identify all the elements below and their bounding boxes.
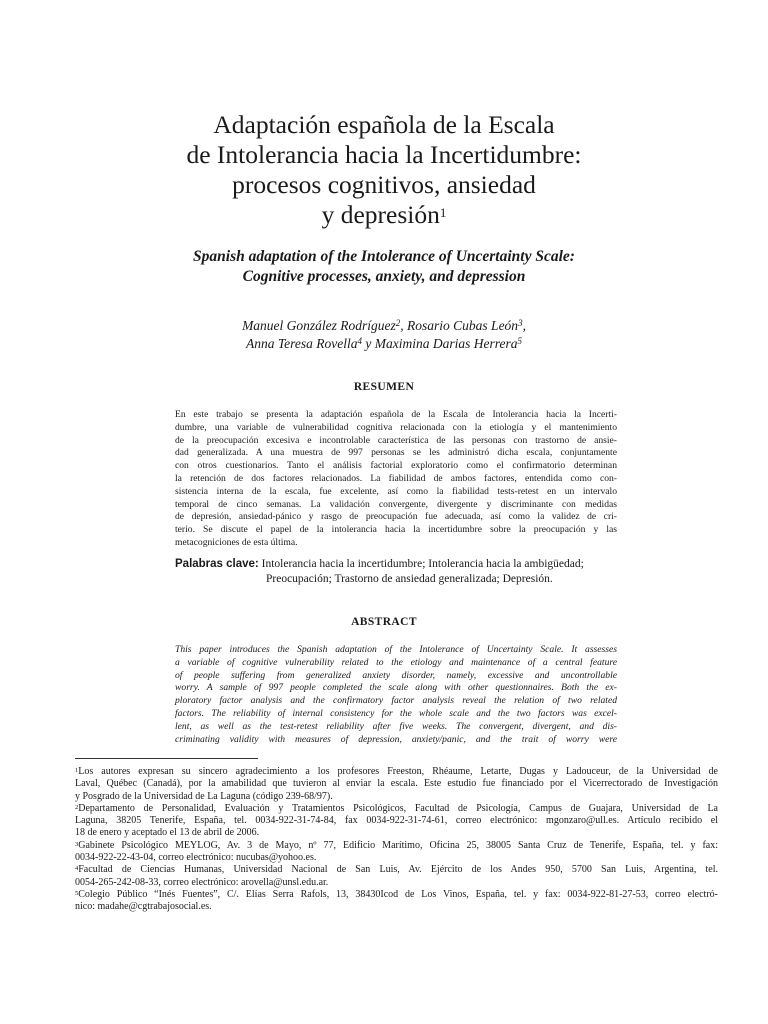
title-line: procesos cognitivos, ansiedad <box>232 170 536 199</box>
footnote-line: 18 de enero y aceptado el 13 de abril de 2006. <box>75 827 260 839</box>
footnote <box>75 889 718 914</box>
abstract-body <box>175 644 617 746</box>
footnote-text: Facultad de Ciencias Humanas, Universidad Nacional de San Luis, Av. Ejército de los Andes 950, 5700 San Luis, Argentina, tel. <box>78 864 718 876</box>
author-list <box>120 317 648 353</box>
footnote-line: 0034-922-22-43-04, correo electrónico: nucubas@yohoo.es. <box>75 852 317 864</box>
abstract-line: worry. A sample of 997 people completed the scale along with other questionnaires. Both the ex- <box>175 682 617 694</box>
footnote-mark: 5 <box>75 889 79 897</box>
resumen-line: metacogniciones de esta última. <box>175 536 298 548</box>
keywords <box>175 557 620 587</box>
author-line <box>120 335 648 353</box>
author-name: y Maximina Darias Herrera <box>362 336 518 351</box>
title-line: de Intolerancia hacia la Incertidumbre: <box>186 140 582 169</box>
resumen-line: de depresión, ansiedad-pánico y rasgo de preocupación fue adecuada, así como la validez de cri- <box>175 511 617 523</box>
footnote-text: Los autores expresan su sincero agradecimiento a los profesores Freeston, Rhéaume, Letarte, Dugas y Ladouceur, de la Universidad de <box>78 766 718 777</box>
resumen-line: En este trabajo se presenta la adaptación española de la Escala de Intolerancia hacia la Incerti- <box>175 409 617 420</box>
abstract-line: This paper introduces the Spanish adaptation of the Intolerance of Uncertainty Scale. It assesses <box>175 644 617 655</box>
english-title-line: Spanish adaptation of the Intolerance of Uncertainty Scale: <box>193 248 575 265</box>
footnote-mark: 1 <box>75 767 79 774</box>
resumen-line: terio. Se discute el papel de la intolerancia hacia la incertidumbre sobre la preocupación y las <box>175 524 617 536</box>
footnote-line: y Posgrado de la Universidad de La Laguna (código 239-68/97). <box>75 790 333 802</box>
abstract-heading: ABSTRACT <box>351 616 417 628</box>
resumen-line: temporal de cinco semanas. La validación convergente, divergente y discriminante con medidas <box>175 498 617 510</box>
author-name: Manuel González Rodríguez <box>242 318 396 333</box>
author-footnote-mark: 2 <box>395 318 401 328</box>
resumen-line: dumbre, una variable de vulnerabilidad cognitiva relacionada con la etiología y el mantenimiento <box>175 421 617 433</box>
abstract-line: criminating validity with measures of depression, anxiety/panic, and the trait of worry were <box>175 733 617 745</box>
abstract-line: lent, as well as the test-retest reliability after five weeks. The convergent, divergent, and dis- <box>175 720 617 732</box>
resumen-body <box>175 409 617 550</box>
footnote <box>75 803 718 840</box>
resumen-line: dad generalizada. A una muestra de 997 personas se les administró dicha escala, conjuntamente <box>175 447 617 459</box>
footnote <box>75 864 718 889</box>
title-line-text: y depresión <box>321 200 440 229</box>
keywords-label: Palabras clave: <box>175 558 259 570</box>
english-title-line: Cognitive processes, anxiety, and depression <box>242 268 526 285</box>
title-footnote-mark: 1 <box>439 205 447 220</box>
abstract-line: factors. The reliability of internal consistency for the whole scale and the two factors was excel- <box>175 707 617 719</box>
footnote-line: Laguna, 38205 Tenerife, España, tel. 0034-922-31-74-84, fax 0034-922-31-74-61, correo electrónico: mgonzaro@ull.es. Artículo recibido el <box>75 815 718 827</box>
footnote <box>75 840 718 865</box>
author-separator: , <box>522 318 526 333</box>
author-footnote-mark: 3 <box>518 318 523 328</box>
english-title <box>90 247 678 287</box>
footnote-line <box>75 864 718 876</box>
keywords-text: Preocupación; Trastorno de ansiedad generalizada; Depresión. <box>266 573 553 585</box>
resumen-heading: RESUMEN <box>353 381 415 393</box>
footnote-line <box>75 766 718 778</box>
footnote-mark: 2 <box>75 803 79 811</box>
footnote-text: Colegio Público “Inés Fuentes”, C/. Elías Serra Rafols, 13, 38430Icod de Los Vinos, España, tel. y fax: 0034-922-81-27-53, correo electró- <box>78 888 718 900</box>
author-name: , Rosario Cubas León <box>400 318 519 333</box>
footnote-text: Gabinete Psicológico MEYLOG, Av. 3 de Mayo, nº 77, Edificio Marítimo, Oficina 25, 38005 Santa Cruz de Tenerife, España, tel. y fax: <box>78 839 718 851</box>
footnote <box>75 766 718 803</box>
footnote-line: 0054-265-242-08-33, correo electrónico: arovella@unsl.edu.ar. <box>75 876 329 888</box>
footnote-text: Departamento de Personalidad, Evaluación y Tratamientos Psicológicos, Facultad de Psicología, Campus de Guajara, Universidad de La <box>78 802 718 814</box>
keywords-text: Intolerancia hacia la incertidumbre; Intolerancia hacia la ambigüedad; <box>258 558 584 570</box>
resumen-line: sistencia interna de la escala, fue excelente, así como la fiabilidad tests-retest en un intervalo <box>175 485 617 497</box>
author-footnote-mark: 5 <box>517 336 522 346</box>
footnotes <box>75 766 718 914</box>
abstract-line: a variable of cognitive vulnerability related to the etiology and maintenance of a central feature <box>175 656 617 668</box>
footnote-divider <box>75 758 258 759</box>
footnote-line: Laval, Québec (Canadá), por la amabilidad que tuvieron al enviar la escala. Este estudio fue financiado por el Vicerrectorado de Investigación <box>75 778 718 790</box>
title-line-last <box>100 200 668 230</box>
keywords-line <box>175 558 584 570</box>
resumen-line: con otros cuestionarios. Tanto el análisis factorial exploratorio como el confirmatorio determinan <box>175 460 617 472</box>
author-line <box>120 317 648 335</box>
footnote-line <box>75 803 718 815</box>
footnote-line <box>75 889 718 901</box>
footnote-mark: 4 <box>75 865 79 873</box>
article-title <box>100 110 668 230</box>
abstract-line: ploratory factor analysis and the confirmatory factor analysis reveal the relation of two related <box>175 695 617 707</box>
title-line: Adaptación española de la Escala <box>213 110 555 139</box>
author-footnote-mark: 4 <box>357 336 362 346</box>
author-name: Anna Teresa Rovella <box>246 336 358 351</box>
footnote-line: nico: madahe@cgtrabajosocial.es. <box>75 901 212 913</box>
resumen-line: la retención de dos factores relacionados. La fiabilidad de ambos factores, entendida como con- <box>175 472 617 484</box>
abstract-line: of people suffering from generalized anxiety disorder, namely, excessive and uncontrollable <box>175 669 617 681</box>
footnote-line <box>75 840 718 852</box>
footnote-mark: 3 <box>75 840 79 848</box>
resumen-line: de la preocupación excesiva e incontrolable característica de las personas con trastorno de ansie- <box>175 434 617 446</box>
